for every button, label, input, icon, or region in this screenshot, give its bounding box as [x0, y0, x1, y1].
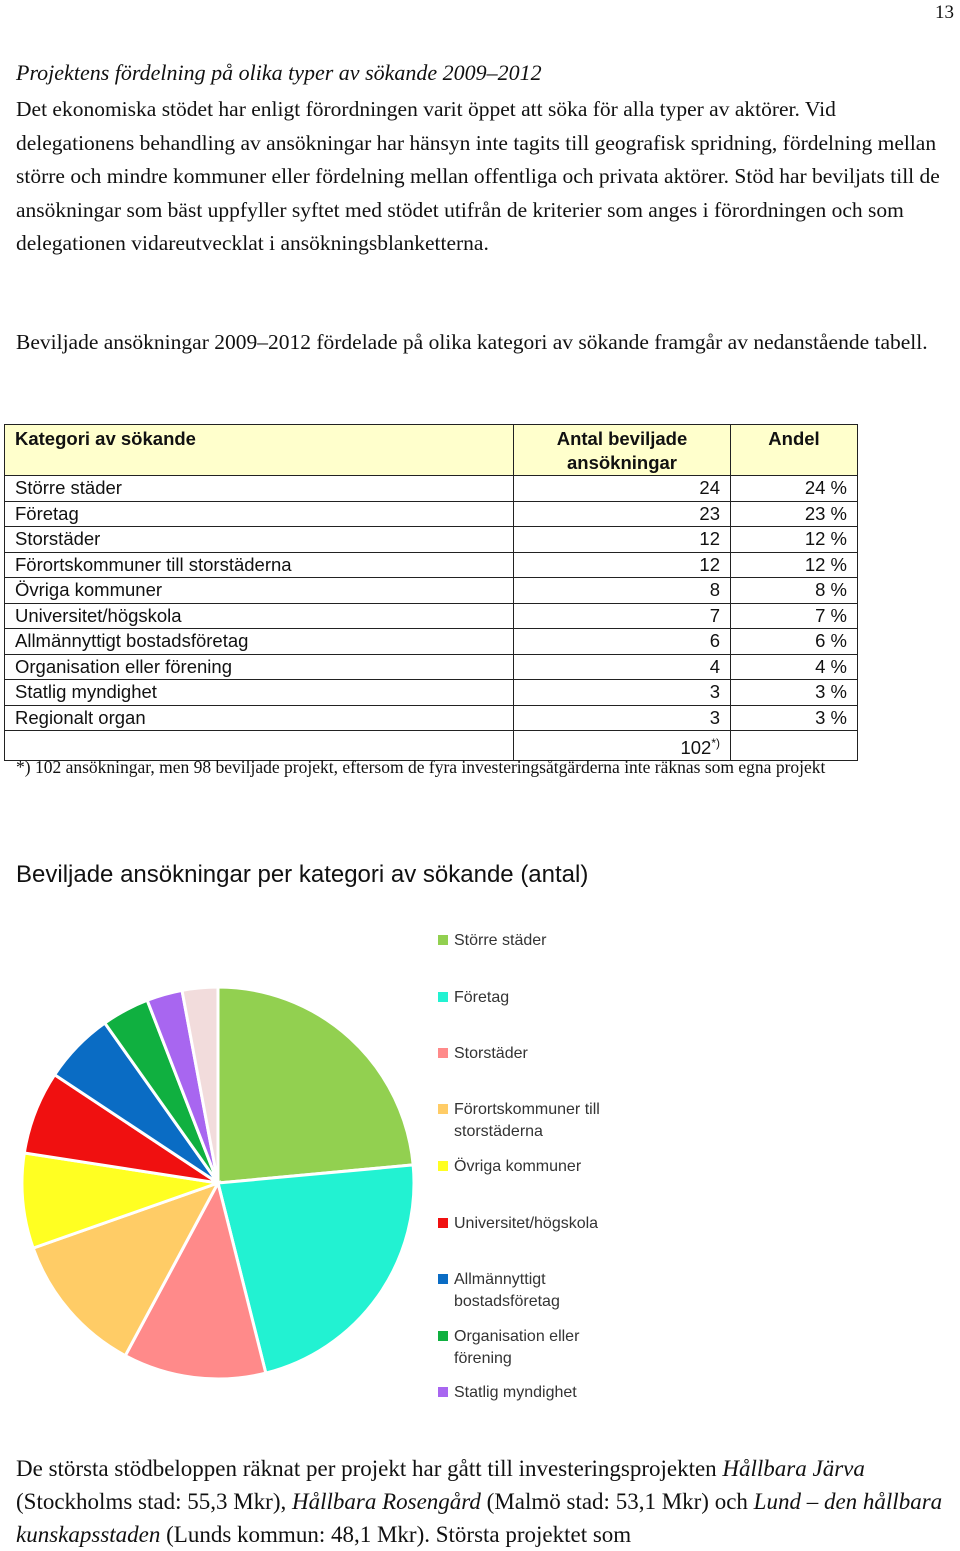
project-name-rosengard: Hållbara Rosengård: [292, 1489, 481, 1514]
total-value: 102: [680, 737, 712, 759]
closing-text-2: (Stockholms stad: 55,3 Mkr),: [16, 1489, 292, 1514]
table-row: [5, 476, 858, 502]
pie-slice: [218, 987, 413, 1183]
share-cell: 6 %: [731, 629, 858, 655]
legend-label: Allmännyttigt bostadsföretag: [454, 1271, 560, 1310]
category-cell: Allmännyttigt bostadsföretag: [5, 629, 514, 655]
closing-text-4: (Lunds kommun: 48,1 Mkr). Största projektet som: [160, 1522, 632, 1547]
page-number: 13: [935, 2, 954, 23]
table-row: [5, 578, 858, 604]
legend-swatch: [438, 1331, 448, 1341]
legend-swatch: [438, 1048, 448, 1058]
legend-swatch: [438, 992, 448, 1002]
category-cell: Storstäder: [5, 527, 514, 553]
category-cell: Företag: [5, 501, 514, 527]
table-row: [5, 629, 858, 655]
legend-swatch: [438, 1104, 448, 1114]
legend-label: Övriga kommuner: [454, 1158, 582, 1175]
category-cell: Universitet/högskola: [5, 603, 514, 629]
section-heading: Projektens fördelning på olika typer av sökande 2009–2012: [16, 60, 542, 85]
table-header-row: [5, 425, 858, 476]
count-cell: 3: [514, 680, 731, 706]
table-row: [5, 527, 858, 553]
table-row: [5, 680, 858, 706]
legend-swatch: [438, 1161, 448, 1171]
pie-chart: [0, 900, 430, 1400]
share-cell: 7 %: [731, 603, 858, 629]
table-intro-paragraph: Beviljade ansökningar 2009–2012 fördelade på olika kategori av sökande framgår av nedanstående tabell.: [16, 330, 928, 354]
legend-label: Organisation eller förening: [454, 1328, 580, 1367]
table-row: [5, 552, 858, 578]
legend-swatch: [438, 1274, 448, 1284]
count-cell: 8: [514, 578, 731, 604]
share-cell: 12 %: [731, 527, 858, 553]
share-cell: 12 %: [731, 552, 858, 578]
share-cell: 3 %: [731, 680, 858, 706]
intro-paragraph: Det ekonomiska stödet har enligt förordningen varit öppet att söka för alla typer av aktörer. Vid delegationens behandling av ansökningar har hänsyn inte tagits till geografisk spridning, fördelning mellan större och mindre kommuner eller fördelning mellan offentliga och privata aktörer. Stöd har beviljats till de ansökningar som bäst uppfyller syftet med stödet utifrån de kriterier som anges i förordningen och som delegationen vidareutvecklat i ansökningsblanketterna.: [16, 97, 940, 255]
legend-swatch: [438, 935, 448, 945]
legend-label: Statlig myndighet: [454, 1384, 577, 1401]
count-cell: 12: [514, 552, 731, 578]
count-cell: 24: [514, 476, 731, 502]
count-cell: 6: [514, 629, 731, 655]
header-count: Antal beviljade ansökningar: [514, 425, 731, 476]
share-cell: 23 %: [731, 501, 858, 527]
header-category: Kategori av sökande: [5, 425, 514, 476]
legend-label: Förortskommuner till storstäderna: [454, 1101, 600, 1140]
closing-text-3: (Malmö stad: 53,1 Mkr) och: [480, 1489, 754, 1514]
legend-label: Företag: [454, 989, 510, 1006]
table-row: [5, 501, 858, 527]
legend-label: Universitet/högskola: [454, 1215, 599, 1232]
table-row: [5, 654, 858, 680]
closing-text-1: De största stödbeloppen räknat per projekt har gått till investeringsprojekten: [16, 1456, 723, 1481]
legend-swatch: [438, 1387, 448, 1397]
table-row: [5, 705, 858, 731]
category-cell: Övriga kommuner: [5, 578, 514, 604]
share-cell: 24 %: [731, 476, 858, 502]
category-cell: Regionalt organ: [5, 705, 514, 731]
count-cell: 23: [514, 501, 731, 527]
share-cell: 3 %: [731, 705, 858, 731]
count-cell: 12: [514, 527, 731, 553]
total-footnote-marker: *): [711, 736, 720, 750]
legend-swatch: [438, 1218, 448, 1228]
chart-title: Beviljade ansökningar per kategori av sökande (antal): [16, 861, 589, 888]
count-cell: 7: [514, 603, 731, 629]
category-cell: Organisation eller förening: [5, 654, 514, 680]
project-name-jarva: Hållbara Järva: [722, 1456, 865, 1481]
count-cell: 3: [514, 705, 731, 731]
legend-label: Storstäder: [454, 1045, 528, 1062]
category-cell: Förortskommuner till storstäderna: [5, 552, 514, 578]
share-cell: 4 %: [731, 654, 858, 680]
closing-paragraph: [16, 1452, 956, 1551]
header-share: Andel: [731, 425, 858, 476]
category-cell: Större städer: [5, 476, 514, 502]
legend-label: Större städer: [454, 932, 547, 949]
table-row: [5, 603, 858, 629]
table-body: [5, 476, 858, 761]
applicant-category-table: [4, 424, 858, 761]
share-cell: 8 %: [731, 578, 858, 604]
project-name-lund: Lund – den hållbara kunskapsstaden: [16, 1489, 943, 1547]
category-cell: Statlig myndighet: [5, 680, 514, 706]
count-cell: 4: [514, 654, 731, 680]
table-footnote: *) 102 ansökningar, men 98 beviljade projekt, eftersom de fyra investeringsåtgärderna inte räknas som egna projekt: [16, 757, 826, 777]
